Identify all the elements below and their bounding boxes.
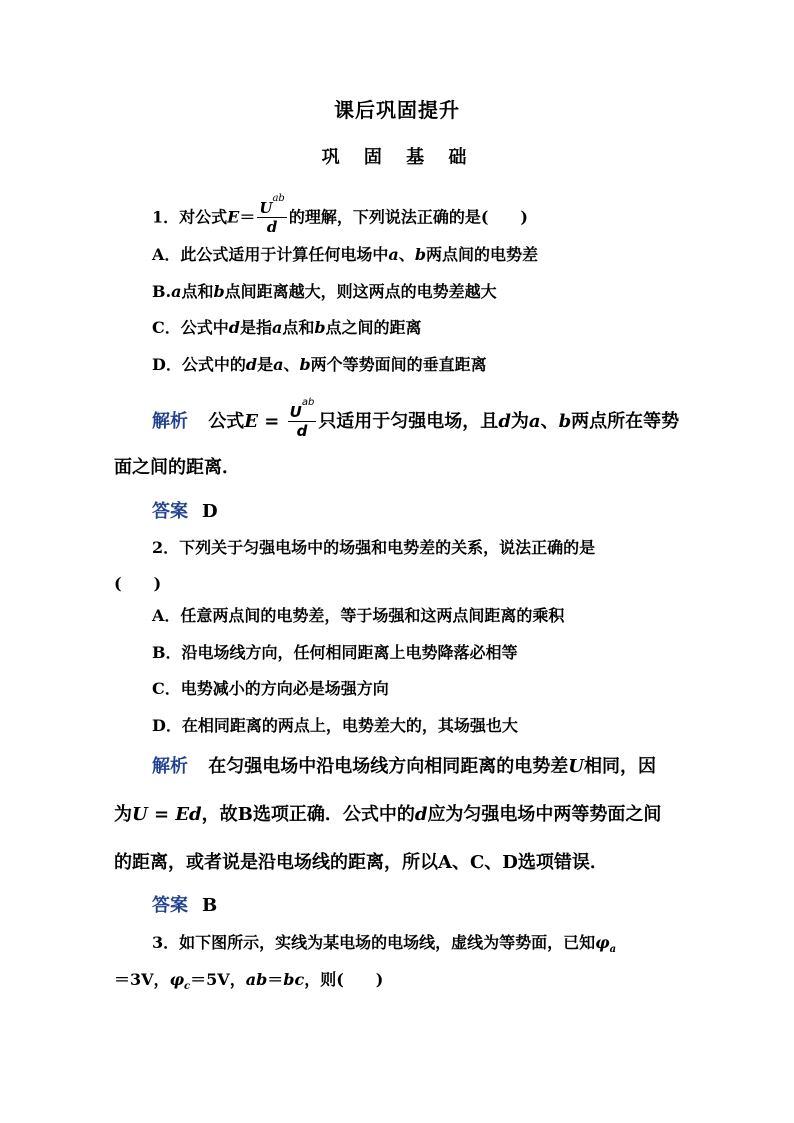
q2-jiexi2-mid: ，故 (201, 804, 238, 825)
q2-option-d: D．在相同距离的两点上，电势差大的，其场强也大 (152, 716, 518, 735)
q1-optC-b: b (314, 318, 326, 337)
q1-optC-d: d (228, 318, 240, 337)
q1-optB-post: 点间距离越大，则这两点的电势差越大 (224, 282, 497, 301)
q1-option-c (152, 318, 422, 338)
q1-optA-post: 两点间的电势差 (426, 245, 539, 264)
q1-jiexi-eq: = (258, 411, 286, 432)
q1-eq: ＝ (239, 207, 256, 227)
q1-num: U (259, 199, 273, 217)
q2-jiexi2-B: B (237, 804, 253, 825)
q2-option-b: B．沿电场线方向，任何相同距离上电势降落必相等 (152, 643, 518, 662)
q1-optD-pre: D．公式中的 (152, 355, 246, 374)
q2-explanation (152, 757, 656, 777)
q1-optD-mid2: 、 (283, 355, 300, 374)
q1-jiexi-den: d (296, 422, 308, 440)
q1-E: E (227, 207, 240, 227)
q1-optA-b: b (414, 245, 426, 264)
q3-stem-line2 (114, 970, 383, 997)
q1-optC-a: a (271, 318, 283, 337)
q2-jiexi1-pre: 在匀强电场中沿电场线方向相同距离的电势差 (208, 756, 569, 777)
q1-explanation-line2: 面之间的距离． (114, 457, 240, 478)
q1-jiexi-d: d (498, 411, 511, 432)
q2-jiexi3-pre: 的距离，或者说是沿电场线的距离，所以 (114, 852, 438, 873)
q1-option-d (152, 355, 487, 375)
q2-explanation-line2 (114, 805, 661, 825)
q1-option-a (152, 245, 538, 265)
q1-optB-mid: 点和 (181, 282, 214, 301)
q3-bc: bc (283, 970, 305, 989)
q2-jiexi-label: 解析 (152, 756, 188, 777)
q1-jiexi-mid: 只适用于匀强电场，且 (318, 411, 499, 432)
q1-optA-a: a (388, 245, 399, 264)
q3-phi-a-sub: a (609, 944, 617, 956)
q2-option-a: A．任意两点间的电势差，等于场强和这两点间距离的乘积 (152, 606, 565, 625)
q1-num-sup: ab (272, 193, 285, 204)
q1-optC-pre: C．公式中 (152, 318, 229, 337)
q1-optB-a: a (171, 282, 182, 301)
q3-line2-post: ，则( ) (304, 970, 384, 989)
q2-jiexi1-post: 相同，因 (583, 756, 656, 777)
q2-stem: 2．下列关于匀强电场中的场强和电势差的关系，说法正确的是 (152, 538, 596, 557)
q3-stem-text: 3．如下图所示，实线为某电场的电场线，虚线为等势面，已知 (152, 933, 596, 952)
q3-ab: ab (245, 970, 268, 989)
q1-prefix: 1．对公式 (152, 207, 228, 227)
q2-jiexi3-post: 选项错误． (517, 852, 608, 873)
q2-jiexi2-pre: 为 (114, 804, 132, 825)
q2-jiexi2-d: d (414, 804, 428, 825)
q1-jiexi-num-sup: ab (301, 397, 315, 408)
q1-answer-label: 答案 (152, 501, 188, 522)
q1-optD-a: a (273, 355, 284, 374)
q1-den: d (266, 218, 278, 236)
q1-jiexi-num: U (289, 403, 302, 421)
q1-jiexi-b: b (558, 411, 572, 432)
q2-jiexi2-post: 应为匀强电场中两等势面之间 (427, 804, 662, 825)
q2-jiexi2-mid2: 选项正确．公式中的 (252, 804, 415, 825)
q1-jiexi-fraction (288, 397, 317, 440)
page-title: 课后巩固提升 (334, 98, 460, 122)
q2-jiexi1-U: U (568, 756, 584, 777)
q2-answer-label: 答案 (152, 895, 188, 916)
q3-phi-a: φ (595, 933, 610, 952)
q1-jiexi-E: E (244, 411, 259, 432)
q1-optC-mid2: 点和 (282, 318, 315, 337)
q1-optD-post: 两个等势面间的垂直距离 (310, 355, 487, 374)
q1-optC-mid: 是指 (239, 318, 272, 337)
q1-jiexi-mid3: 、 (540, 411, 559, 432)
q1-stem (152, 193, 528, 238)
q1-answer (152, 502, 218, 522)
q1-answer-value: D (202, 501, 218, 522)
q2-stem-bracket: ( ) (114, 574, 162, 593)
q1-suffix: 的理解，下列说法正确的是( ) (288, 207, 528, 227)
q1-jiexi-mid2: 为 (510, 411, 529, 432)
q2-explanation-line3 (114, 853, 608, 873)
q1-jiexi-post: 两点所在等势 (571, 411, 680, 432)
q1-optD-b: b (299, 355, 311, 374)
q1-explanation (152, 397, 680, 442)
q1-jiexi-pre: 公式 (208, 411, 245, 432)
q1-option-b (152, 282, 497, 302)
q2-answer-value: B (202, 895, 218, 916)
q1-optB-b: b (213, 282, 225, 301)
q1-optA-pre: A．此公式适用于计算任何电场中 (152, 245, 389, 264)
q2-answer (152, 896, 217, 916)
q1-jiexi-a: a (528, 411, 541, 432)
q1-optC-post: 点之间的距离 (325, 318, 422, 337)
q3-phi-c: φ (169, 970, 185, 989)
q2-option-c: C．电势减小的方向必是场强方向 (152, 679, 389, 698)
q1-optA-mid: 、 (398, 245, 415, 264)
q3-phi-c-sub: c (184, 981, 191, 993)
q1-optD-d: d (245, 355, 258, 374)
q2-jiexi3-opts: A、C、D (438, 852, 518, 873)
q1-optD-mid: 是 (257, 355, 274, 374)
q1-fraction (257, 193, 286, 236)
q2-jiexi2-eq: U = Ed (132, 804, 202, 825)
q1-jiexi-label: 解析 (152, 411, 188, 432)
q3-stem (152, 933, 616, 960)
section-subtitle: 巩 固 基 础 (321, 147, 473, 168)
q3-eq2: ＝ (267, 970, 284, 989)
q3-line2-pre: ＝3V， (114, 970, 170, 989)
q1-optB-pre: B. (152, 282, 172, 301)
q3-line2-mid: ＝5V， (190, 970, 246, 989)
